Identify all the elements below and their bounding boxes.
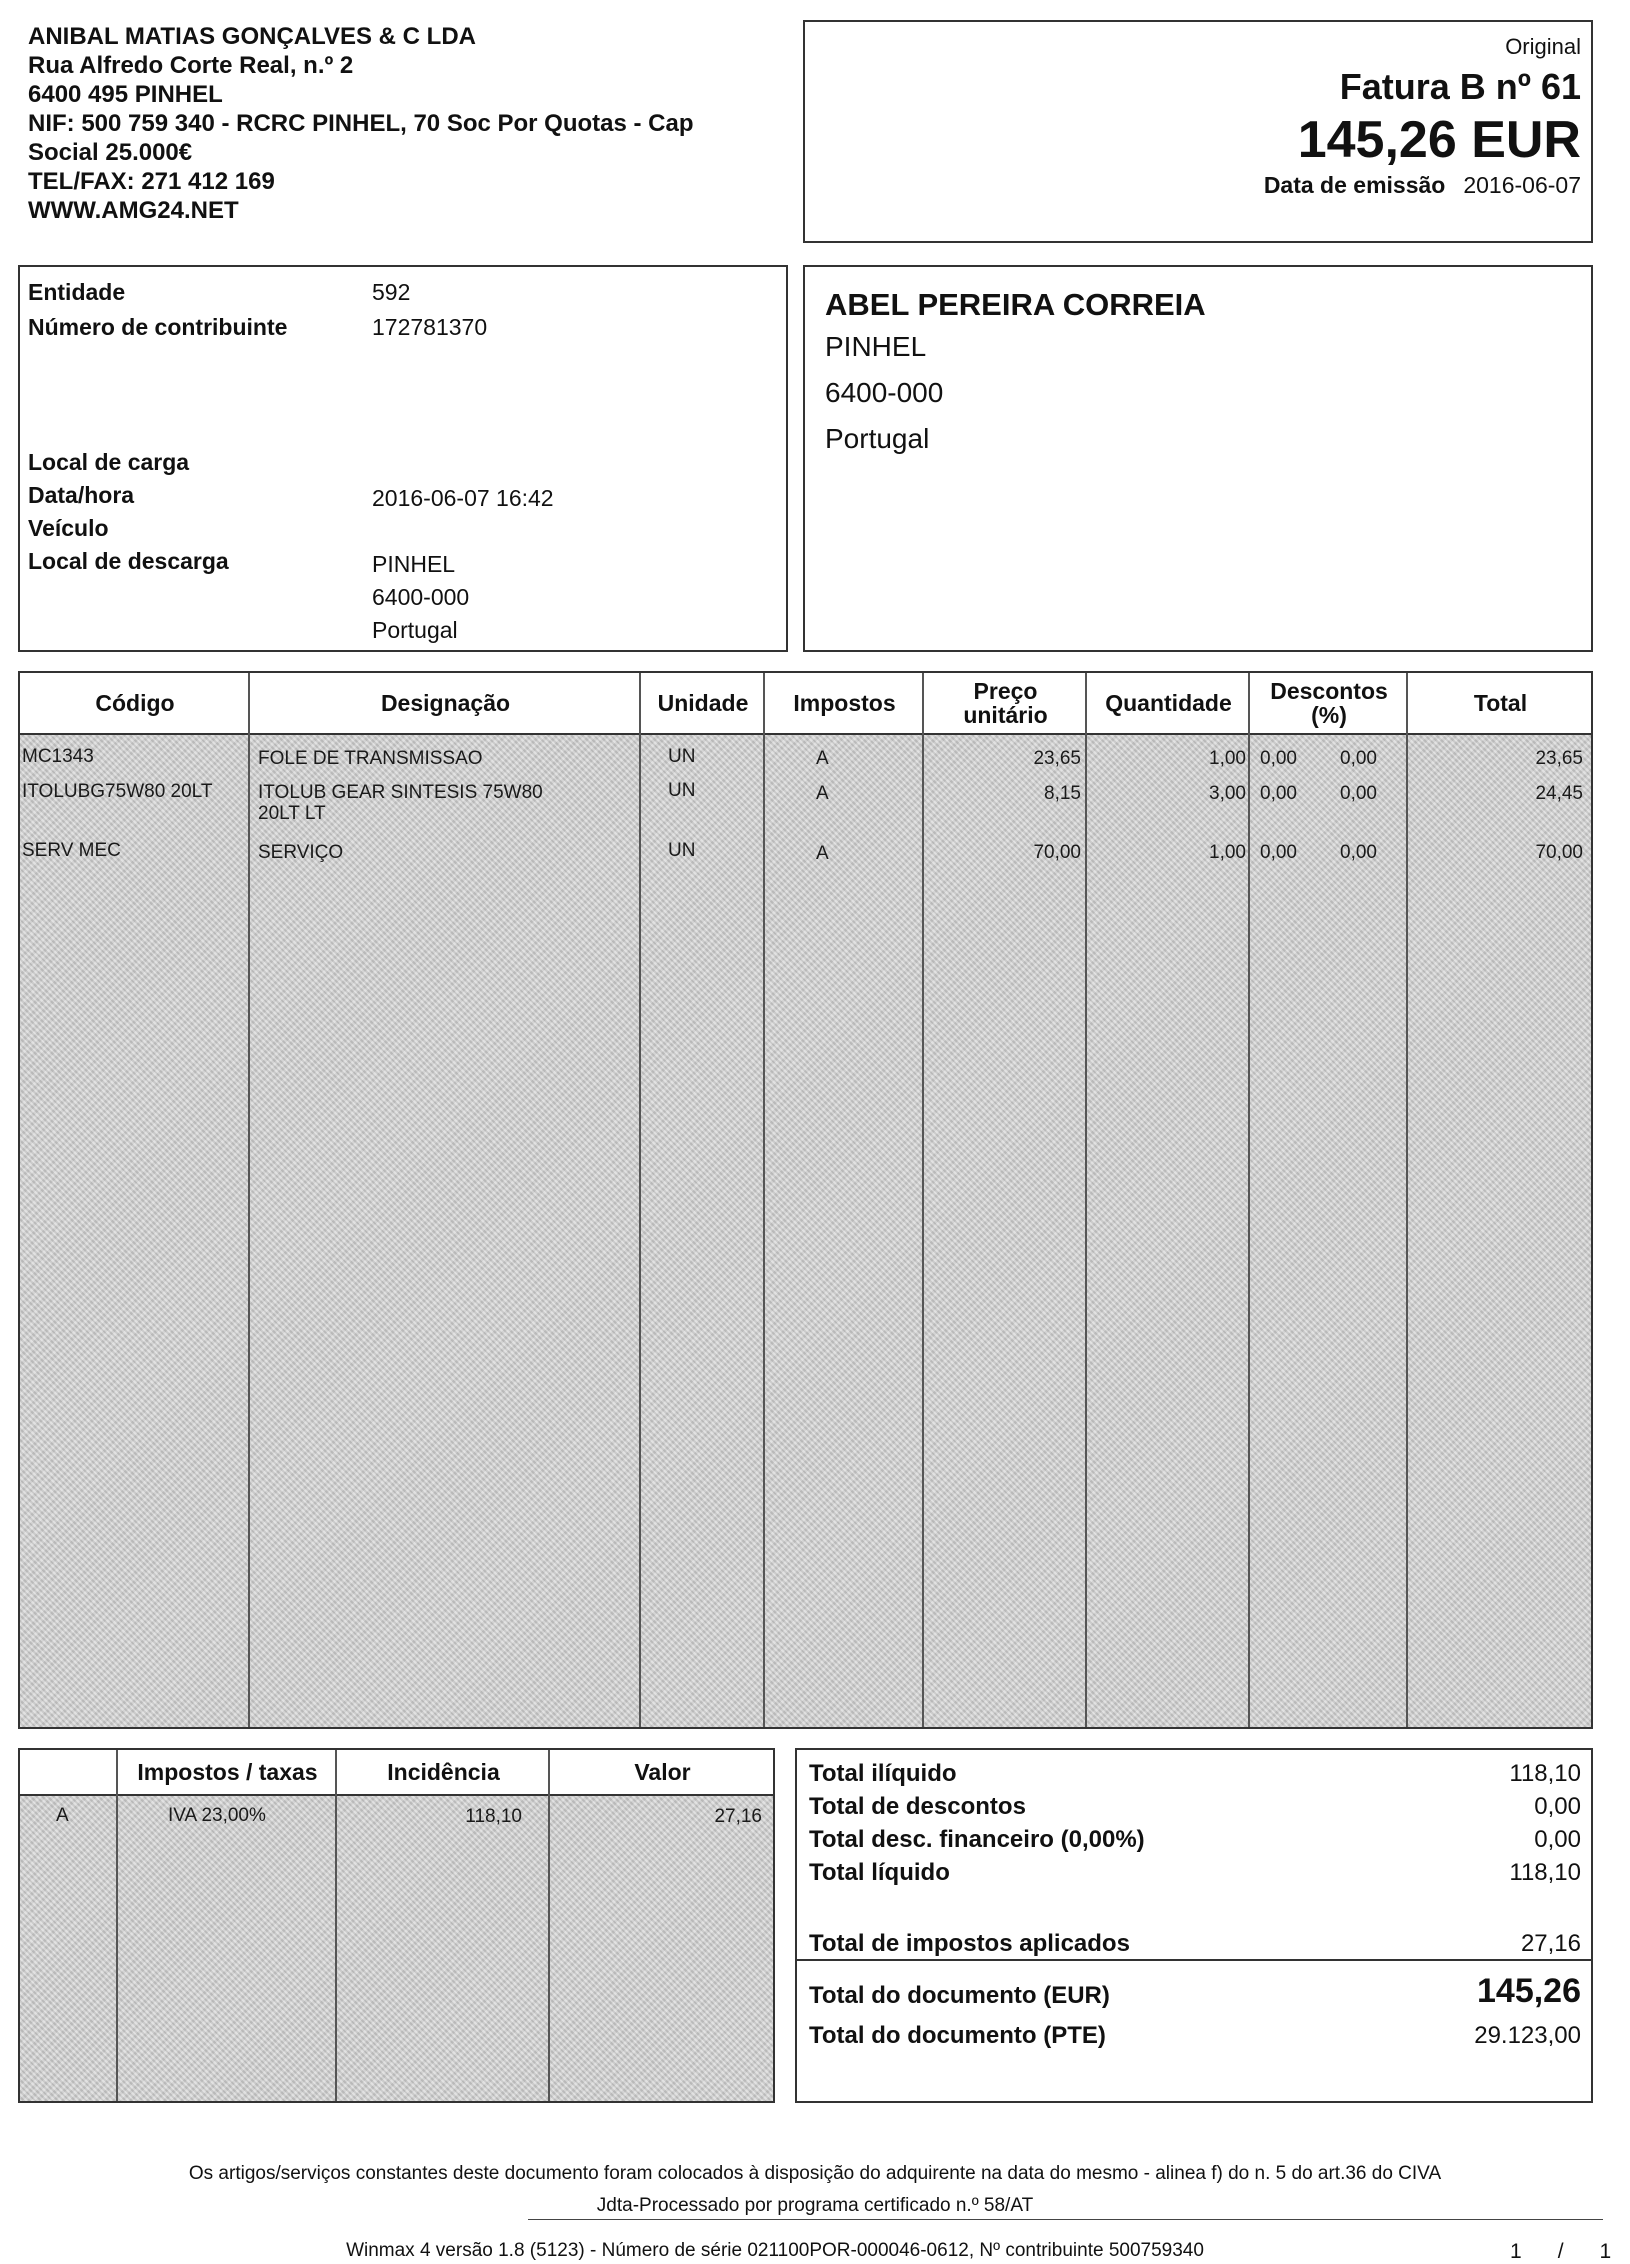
col-divider bbox=[250, 673, 641, 1727]
row-unidade: UN bbox=[668, 840, 696, 861]
row-imposto: A bbox=[816, 783, 829, 804]
row-quantidade: 1,00 bbox=[1209, 842, 1246, 863]
header-codigo: Código bbox=[95, 690, 175, 716]
company-nif: NIF: 500 759 340 - RCRC PINHEL, 70 Soc Por Quotas - Cap bbox=[28, 110, 694, 137]
company-capital: Social 25.000€ bbox=[28, 139, 193, 166]
company-header bbox=[28, 22, 694, 225]
header-designacao: Designação bbox=[380, 690, 511, 716]
row-desconto-2: 0,00 bbox=[1340, 748, 1377, 769]
row-desconto-1: 0,00 bbox=[1260, 783, 1297, 804]
entidade-label: Entidade bbox=[28, 279, 126, 305]
local-descarga-label: Local de descarga bbox=[28, 548, 229, 574]
datahora-label: Data/hora bbox=[28, 482, 135, 508]
header-incidencia: Incidência bbox=[387, 1758, 500, 1785]
row-quantidade: 1,00 bbox=[1209, 748, 1246, 769]
total-impostos-label: Total de impostos aplicados bbox=[809, 1930, 1130, 1957]
page-separator: / bbox=[1557, 2240, 1564, 2263]
entidade-value: 592 bbox=[372, 279, 411, 305]
row-desconto-2: 0,00 bbox=[1340, 783, 1377, 804]
page-total: 1 bbox=[1599, 2240, 1612, 2263]
header-impostos: Impostos bbox=[793, 690, 896, 716]
row-unidade: UN bbox=[668, 746, 696, 767]
total-liquido-label: Total líquido bbox=[809, 1859, 950, 1886]
row-codigo: MC1343 bbox=[22, 746, 94, 767]
descarga-line-1: PINHEL bbox=[372, 551, 456, 577]
total-desc-financeiro-value: 0,00 bbox=[1534, 1826, 1581, 1853]
total-documento-pte-label: Total do documento (PTE) bbox=[809, 2022, 1106, 2049]
col-divider bbox=[1087, 673, 1250, 1727]
invoice-header-box bbox=[803, 20, 1593, 243]
company-name: ANIBAL MATIAS GONÇALVES & C LDA bbox=[28, 23, 476, 50]
header-quantidade: Quantidade bbox=[1105, 690, 1232, 716]
total-iliquido-value: 118,10 bbox=[1509, 1760, 1581, 1787]
issue-date-line bbox=[1264, 172, 1581, 199]
invoice-title: Fatura B nº 61 bbox=[1339, 66, 1581, 107]
header-total: Total bbox=[1473, 690, 1528, 716]
total-descontos-value: 0,00 bbox=[1534, 1793, 1581, 1820]
page-number bbox=[1492, 2240, 1629, 2264]
total-liquido-value: 118,10 bbox=[1509, 1859, 1581, 1886]
totals-box bbox=[795, 1748, 1593, 2103]
datahora-value: 2016-06-07 16:42 bbox=[372, 485, 554, 511]
company-address-2: 6400 495 PINHEL bbox=[28, 81, 223, 108]
total-desc-financeiro-label: Total desc. financeiro (0,00%) bbox=[809, 1826, 1145, 1853]
company-website: WWW.AMG24.NET bbox=[28, 197, 239, 224]
total-iliquido-label: Total ilíquido bbox=[809, 1760, 957, 1787]
tax-incidencia: 118,10 bbox=[465, 1806, 522, 1827]
footer-legal-note: Os artigos/serviços constantes deste documento foram colocados à disposição do adquirente na data do mesmo - alinea f) do n. 5 do art.36 do CIVA bbox=[188, 2163, 1442, 2184]
company-address-1: Rua Alfredo Corte Real, n.º 2 bbox=[28, 52, 354, 79]
tax-code: A bbox=[56, 1805, 69, 1826]
header-descontos: Descontos (%) bbox=[1270, 678, 1388, 728]
client-name: ABEL PEREIRA CORREIA bbox=[825, 287, 1206, 322]
total-documento-eur-label: Total do documento (EUR) bbox=[809, 1982, 1110, 2009]
tax-rate: IVA 23,00% bbox=[168, 1805, 266, 1826]
header-impostos-taxas: Impostos / taxas bbox=[137, 1758, 318, 1785]
tax-valor: 27,16 bbox=[714, 1806, 762, 1827]
row-desconto-1: 0,00 bbox=[1260, 748, 1297, 769]
invoice-total: 145,26 EUR bbox=[1297, 111, 1581, 169]
header-preco: Preço unitário bbox=[963, 678, 1048, 728]
row-total: 24,45 bbox=[1535, 783, 1583, 804]
col-divider bbox=[924, 673, 1087, 1727]
footer-software: Winmax 4 versão 1.8 (5123) - Número de série 021100POR-000046-0612, Nº contribuinte 500759340 bbox=[346, 2240, 1204, 2261]
row-designacao: FOLE DE TRANSMISSAO bbox=[258, 748, 483, 769]
row-designacao: SERVIÇO bbox=[258, 842, 344, 863]
row-desconto-1: 0,00 bbox=[1260, 842, 1297, 863]
page-current: 1 bbox=[1510, 2240, 1522, 2263]
veiculo-label: Veículo bbox=[28, 515, 109, 541]
col-divider bbox=[765, 673, 924, 1727]
row-designacao: ITOLUB GEAR SINTESIS 75W80 bbox=[258, 782, 543, 803]
client-postal: 6400-000 bbox=[825, 377, 944, 408]
client-box bbox=[803, 265, 1593, 652]
contribuinte-label: Número de contribuinte bbox=[28, 314, 288, 340]
row-total: 23,65 bbox=[1535, 748, 1583, 769]
col-divider bbox=[20, 673, 250, 1727]
row-quantidade: 3,00 bbox=[1209, 783, 1246, 804]
descarga-line-2: 6400-000 bbox=[372, 584, 470, 610]
tax-table bbox=[18, 1748, 775, 2103]
row-unidade: UN bbox=[668, 780, 696, 801]
totals-divider bbox=[797, 1959, 1591, 1961]
contribuinte-value: 172781370 bbox=[372, 314, 488, 340]
company-phone: TEL/FAX: 271 412 169 bbox=[28, 168, 275, 195]
client-country: Portugal bbox=[825, 423, 930, 454]
row-imposto: A bbox=[816, 748, 829, 769]
col-divider bbox=[337, 1750, 550, 2101]
header-unidade: Unidade bbox=[657, 690, 749, 716]
client-city: PINHEL bbox=[825, 331, 927, 362]
row-preco: 23,65 bbox=[1033, 748, 1081, 769]
col-divider bbox=[118, 1750, 337, 2101]
copy-label: Original bbox=[1505, 34, 1581, 59]
issue-date-label: Data de emissão bbox=[1263, 172, 1446, 198]
local-carga-label: Local de carga bbox=[28, 449, 190, 475]
col-divider bbox=[1250, 673, 1408, 1727]
total-documento-pte-value: 29.123,00 bbox=[1474, 2022, 1581, 2049]
col-divider bbox=[20, 1750, 118, 2101]
row-imposto: A bbox=[816, 843, 829, 864]
row-preco: 8,15 bbox=[1044, 783, 1081, 804]
items-table bbox=[18, 671, 1593, 1729]
col-divider bbox=[641, 673, 765, 1727]
total-descontos-label: Total de descontos bbox=[809, 1793, 1026, 1820]
row-codigo: ITOLUBG75W80 20LT bbox=[22, 781, 213, 802]
footer-certification: Jdta-Processado por programa certificado n.º 58/AT bbox=[596, 2195, 1034, 2216]
entity-box bbox=[18, 265, 788, 652]
row-codigo: SERV MEC bbox=[22, 840, 121, 861]
issue-date-value: 2016-06-07 bbox=[1463, 172, 1581, 198]
descarga-line-3: Portugal bbox=[372, 617, 458, 643]
row-desconto-2: 0,00 bbox=[1340, 842, 1377, 863]
row-designacao-line-2: 20LT LT bbox=[258, 803, 326, 824]
total-documento-eur-value: 145,26 bbox=[1477, 1972, 1581, 2010]
row-total: 70,00 bbox=[1535, 842, 1583, 863]
header-valor: Valor bbox=[634, 1758, 691, 1785]
row-preco: 70,00 bbox=[1033, 842, 1081, 863]
footer-divider bbox=[528, 2219, 1603, 2220]
total-impostos-value: 27,16 bbox=[1520, 1930, 1581, 1957]
